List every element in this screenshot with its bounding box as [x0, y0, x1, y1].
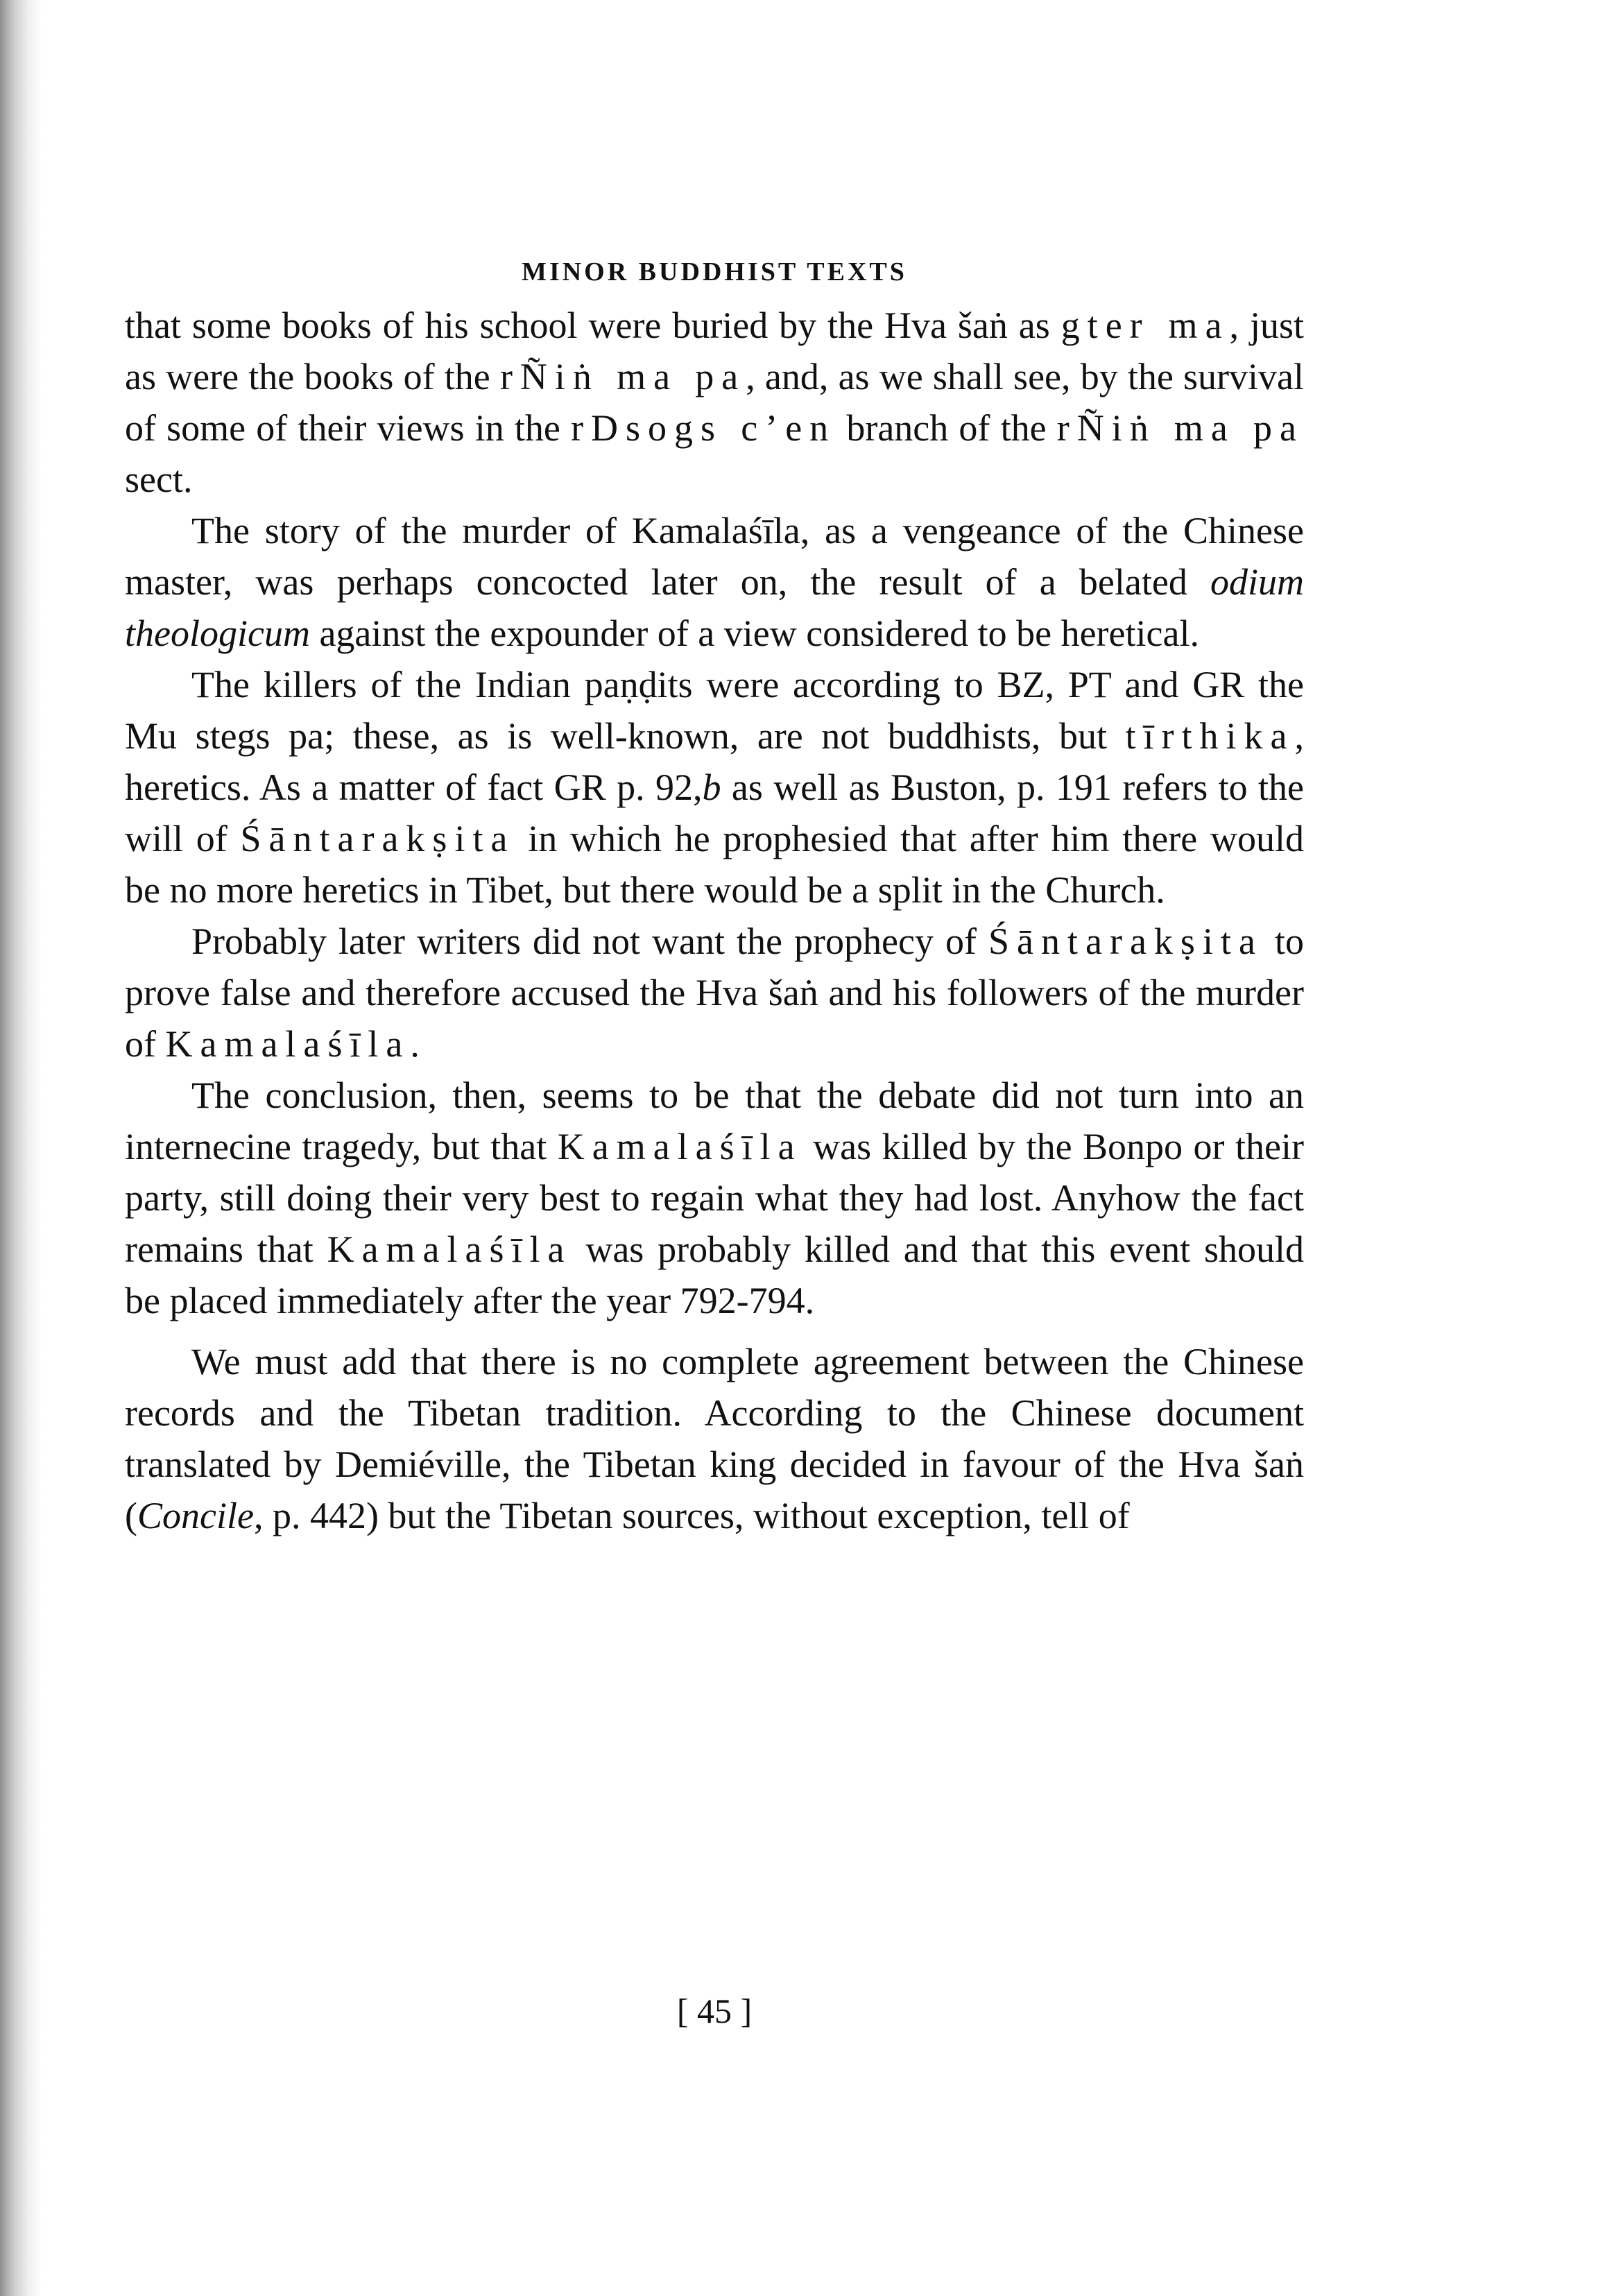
spaced-term: rÑiṅ ma pa [1056, 407, 1304, 449]
spaced-term: Kamalaśīla [327, 1228, 572, 1270]
spaced-term: rDsogs c’en [571, 407, 836, 449]
page-number: [ 45 ] [676, 1991, 753, 2030]
page-body [125, 257, 1305, 2030]
paragraph-2: The story of the murder of Kamalaśīla, as a vengeance of the Chinese master, was perhaps concocted later on, the result of a belated odium theologicum against the expounder of a view considered to be heretical. [125, 510, 1304, 654]
spaced-term: Kamalaśīla [165, 1023, 411, 1065]
spaced-term: gter ma [1060, 305, 1230, 346]
italic-term: odium theologicum [125, 561, 1304, 654]
italic-term: b [702, 766, 721, 808]
body-text [125, 300, 1304, 1541]
italic-term: Concile [137, 1495, 254, 1536]
running-head: MINOR BUDDHIST TEXTS [522, 257, 907, 286]
spaced-term: Śāntarakṣita [988, 920, 1263, 962]
scan-edge-shadow [0, 0, 42, 2296]
paragraph-6: We must add that there is no complete agreement between the Chinese records and the Tibetan tradition. According to the Chinese document translated by Demiéville, the Tibetan king decided in favour of the Hva šaṅ (Concile, p. 442) but the Tibetan sources, without exception, tell of [125, 1341, 1304, 1536]
paragraph-3: The killers of the Indian paṇḍits were according to BZ, PT and GR the Mu stegs pa; these, as is well-known, are not buddhists, but tīrthika, heretics. As a matter of fact GR p. 92,b as well as Buston, p. 191 refers to the will of Śāntarakṣita in which he prophesied that after him there would be no more heretics in Tibet, but there would be a split in the Church. [125, 664, 1304, 911]
paragraph-4: Probably later writers did not want the prophecy of Śāntarakṣita to prove false and therefore accused the Hva šaṅ and his followers of the murder of Kamalaśīla. [125, 920, 1304, 1065]
spaced-term: tīrthika [1125, 715, 1295, 757]
spaced-term: Śāntarakṣita [240, 818, 515, 859]
spaced-term: Kamalaśīla [557, 1126, 802, 1167]
paragraph-1: that some books of his school were buried by the Hva šaṅ as gter ma, just as were the books of the rÑiṅ ma pa, and, as we shall see, by the survival of some of their views in the rDsogs c’en branch of the rÑiṅ ma pa sect. [125, 305, 1304, 500]
paragraph-5: The conclusion, then, seems to be that the debate did not turn into an internecine tragedy, but that Kamalaśīla was killed by the Bonpo or their party, still doing their very best to regain what they had lost. Anyhow the fact remains that Kamalaśīla was probably killed and that this event should be placed immediately after the year 792-794. [125, 1074, 1305, 1321]
spaced-term: rÑiṅ ma pa [499, 356, 746, 397]
